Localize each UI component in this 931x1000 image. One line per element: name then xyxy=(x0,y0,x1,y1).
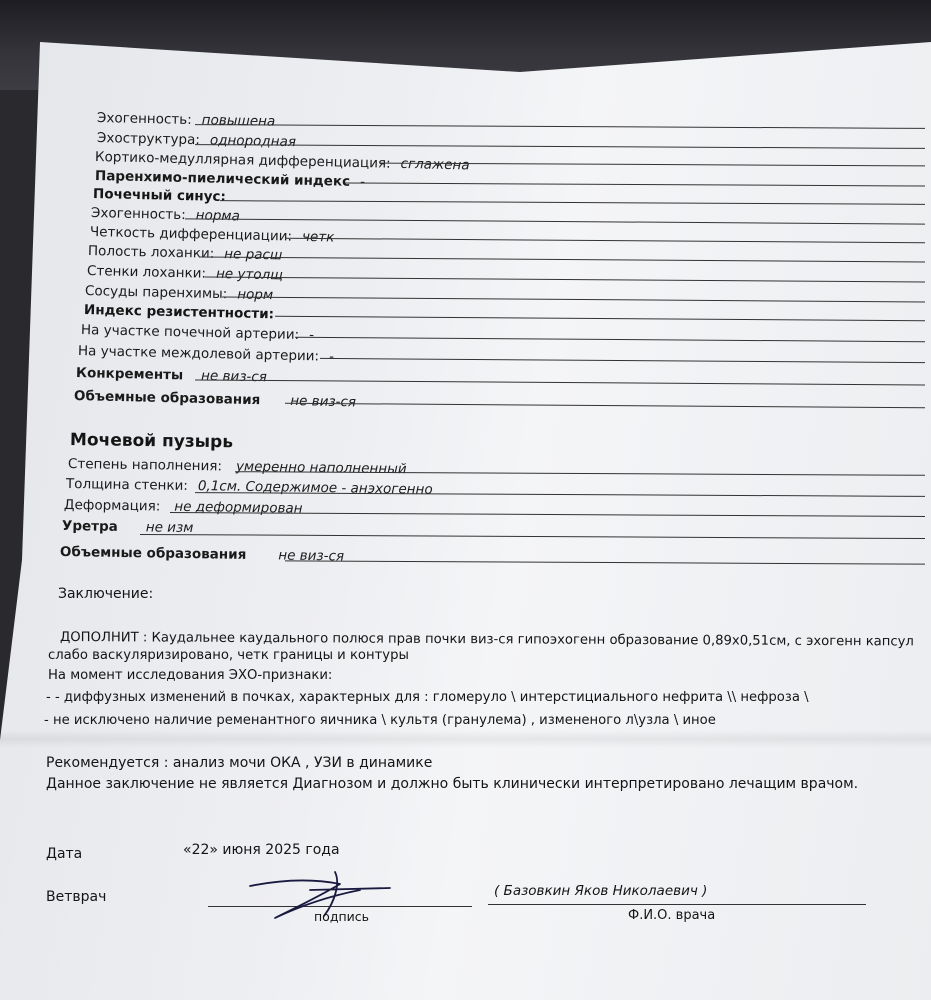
field-label: Деформация: xyxy=(63,497,161,515)
field-label: Степень наполнения: xyxy=(67,456,223,475)
paper-fold xyxy=(0,730,931,748)
date-value: «22» июня 2025 года xyxy=(183,842,340,858)
doctor-caption: Ф.И.О. врача xyxy=(628,908,716,923)
sinus-heading xyxy=(93,186,226,205)
field-label: Конкременты xyxy=(75,365,184,384)
field-label: Стенки лоханки: xyxy=(86,263,207,282)
field-label: Сосуды паренхимы: xyxy=(84,283,228,303)
section-heading: Индекс резистентности: xyxy=(83,302,275,323)
field-label: Объемные образования xyxy=(59,544,247,563)
field-label: На участке междолевой артерии: xyxy=(77,343,320,365)
field-label: Кортико-медуллярная дифференциация: xyxy=(94,149,391,172)
sinus-echogenicity-row xyxy=(91,205,240,224)
field-value: повышена xyxy=(201,112,276,130)
field-label: Объемные образования xyxy=(73,388,261,409)
field-value: не виз-ся xyxy=(290,392,357,411)
field-value: не расш xyxy=(224,246,283,264)
conclusion-line: слабо васкуляризировано, четк границы и контуры xyxy=(48,648,409,663)
conclusion-heading: Заключение: xyxy=(58,586,154,602)
field-label: Паренхимо-пиелический индекс xyxy=(94,168,351,190)
field-value: умеренно наполненный xyxy=(235,458,407,478)
section-heading: Почечный синус: xyxy=(92,186,227,206)
field-label: Полость лоханки: xyxy=(87,243,215,262)
field-label: Эхоструктура: xyxy=(96,130,201,149)
field-value: четк xyxy=(301,228,335,246)
field-value: не изм xyxy=(145,519,194,537)
conclusion-line: ДОПОЛНИТ : Каудальнее каудального полюся прав почки виз-ся гипоэхогенн образование 0,89х0,51см, с эхогенн капсул xyxy=(59,630,914,650)
field-value: - xyxy=(328,348,335,365)
field-label: Эхогенность: xyxy=(96,110,192,128)
recommendation-line: Рекомендуется : анализ мочи ОКА , УЗИ в динамике xyxy=(46,755,433,771)
field-value: норма xyxy=(195,207,241,225)
conclusion-line: На момент исследования ЭХО-признаки: xyxy=(48,668,333,683)
field-value: не деформирован xyxy=(174,498,303,517)
conclusion-line: - не исключено наличие ременантного яичника \ культя (гранулема) , измененого л\узла \ иное xyxy=(44,713,716,728)
doctor-name-line xyxy=(488,904,866,905)
field-label: Четкость дифференциации: xyxy=(89,224,293,245)
field-value: не виз-ся xyxy=(278,547,345,565)
signature-caption: подпись xyxy=(314,909,369,924)
field-label: Уретра xyxy=(61,518,118,535)
field-value: сглажена xyxy=(400,155,470,174)
field-value: не утолщ xyxy=(215,265,284,284)
vet-label: Ветврач xyxy=(46,889,107,905)
field-label: На участке почечной артерии: xyxy=(80,322,300,343)
conclusion-line: - - диффузных изменений в почках, характерных для : гломеруло \ интерстициального нефрита \\ нефроза \ xyxy=(46,690,809,705)
field-value: 0,1см. Содержимое - анэхогенно xyxy=(197,478,433,498)
field-value: однородная xyxy=(209,132,297,151)
field-value: - xyxy=(308,327,315,344)
date-label: Дата xyxy=(46,846,83,862)
field-label: Толщина стенки: xyxy=(65,476,189,494)
field-value: не виз-ся xyxy=(200,367,268,386)
field-value: норм xyxy=(237,286,274,304)
bladder-heading: Мочевой пузырь xyxy=(69,430,234,453)
disclaimer-line: Данное заключение не является Диагнозом и должно быть клинически интерпретировано лечащим врачом. xyxy=(46,776,859,792)
doctor-name: ( Базовкин Яков Николаевич ) xyxy=(494,883,708,899)
field-label: Эхогенность: xyxy=(90,205,186,224)
field-value: - xyxy=(359,174,366,191)
